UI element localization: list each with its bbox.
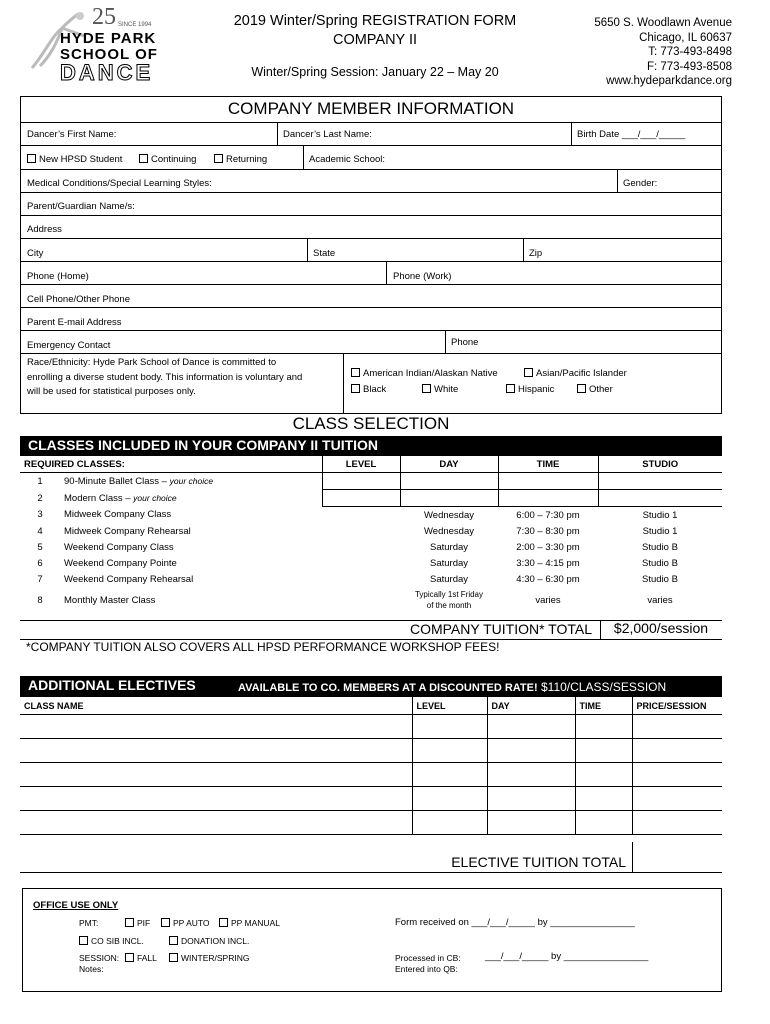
co-sib-checkbox[interactable] (79, 936, 144, 946)
cell-row (21, 284, 721, 307)
elective-level-cell[interactable] (412, 739, 487, 763)
header-time: TIME (498, 456, 598, 473)
row-number: 1 (37, 475, 43, 487)
continuing-label: Continuing (151, 154, 197, 165)
session-label: SESSION: (79, 953, 120, 963)
returning-label: Returning (226, 154, 268, 165)
checkbox-icon (125, 953, 134, 962)
class-day-line1: Typically 1st Friday (414, 590, 484, 599)
elective-level-cell[interactable] (412, 787, 487, 811)
donation-label: DONATION INCL. (181, 936, 250, 946)
class-day: Wednesday (424, 509, 474, 521)
class-time[interactable] (498, 473, 598, 490)
header-required: REQUIRED CLASSES: (20, 456, 322, 473)
ethnicity-note-line3: will be used for statistical purposes only. (27, 386, 196, 397)
new-student-checkbox[interactable] (27, 154, 122, 165)
form-received-line: Form received on ___/___/_____ by ________________ (395, 917, 635, 928)
electives-discount (238, 680, 666, 694)
elective-day-cell[interactable] (487, 715, 575, 739)
notes-label: Notes: (79, 964, 104, 974)
checkbox-icon (79, 936, 88, 945)
class-name (60, 555, 322, 571)
class-studio: Studio 1 (642, 525, 678, 537)
member-info-section (20, 96, 722, 414)
form-title (190, 12, 560, 50)
class-studio: Studio B (642, 557, 678, 569)
company-total-row (20, 620, 722, 640)
first-name-field[interactable]: Dancer’s First Name: (27, 129, 117, 140)
class-time: 6:00 – 7:30 pm (516, 509, 580, 521)
state-field[interactable]: State (313, 248, 336, 259)
entered-label: Entered into QB: (395, 964, 458, 974)
ethnicity-note-line1: Race/Ethnicity: Hyde Park School of Dance is committed to (27, 357, 277, 368)
elective-time-cell[interactable] (575, 763, 632, 787)
elec-header-class: CLASS NAME (20, 697, 412, 715)
class-level (322, 507, 400, 524)
elective-level-cell[interactable] (412, 811, 487, 835)
logo-dance: DANCE (60, 60, 154, 85)
elective-price-cell[interactable] (632, 787, 722, 811)
elec-header-time: TIME (575, 697, 632, 715)
class-level[interactable] (322, 473, 400, 490)
class-name: Monthly Master Class (64, 594, 156, 606)
address-city: Chicago, IL 60637 (639, 31, 732, 44)
class-day: Wednesday (424, 525, 474, 537)
company-total-label: COMPANY TUITION* TOTAL (409, 621, 592, 637)
address-field[interactable]: Address (27, 224, 62, 235)
class-name (60, 571, 322, 587)
row-number: 4 (37, 525, 43, 537)
name-row (21, 122, 721, 145)
gender-field[interactable]: Gender: (623, 178, 658, 189)
elec-header-day: DAY (487, 697, 575, 715)
checkbox-icon (524, 368, 533, 377)
elective-level-cell[interactable] (412, 763, 487, 787)
elective-day-cell[interactable] (487, 739, 575, 763)
elective-row (20, 763, 722, 787)
included-classes-bar: CLASSES INCLUDED IN YOUR COMPANY II TUITION (20, 436, 722, 455)
class-day: Saturday (429, 573, 469, 585)
elective-day-cell[interactable] (487, 763, 575, 787)
electives-discount-text: AVAILABLE TO CO. MEMBERS AT A DISCOUNTED RATE! (238, 682, 538, 694)
class-name (60, 490, 322, 507)
class-studio: Studio B (642, 541, 678, 553)
address-row (21, 215, 721, 238)
class-time: 2:00 – 3:30 pm (516, 541, 580, 553)
pif-label: PIF (137, 918, 151, 928)
elective-time-cell[interactable] (575, 811, 632, 835)
checkbox-icon (214, 154, 223, 163)
row-number: 8 (37, 594, 43, 606)
class-day[interactable] (400, 473, 498, 490)
table-row (20, 539, 722, 555)
pp-auto-label: PP AUTO (173, 918, 210, 928)
class-time[interactable] (498, 490, 598, 507)
emergency-row (21, 330, 721, 353)
address-fax: F: 773-493-8508 (646, 60, 732, 73)
row-number: 6 (37, 557, 43, 569)
checkbox-icon (422, 384, 431, 393)
electives-header-row (20, 697, 722, 715)
elective-time-cell[interactable] (575, 739, 632, 763)
class-name-text: Weekend Company Pointe (64, 557, 177, 569)
medical-row (21, 169, 721, 192)
checkbox-icon (219, 918, 228, 927)
form-title-line2: COMPANY II (332, 32, 418, 48)
ethnicity-ai-checkbox[interactable] (351, 368, 498, 379)
checkbox-icon (169, 936, 178, 945)
class-day-line2: of the month (426, 601, 472, 610)
office-use-section (22, 888, 722, 992)
pp-manual-label: PP MANUAL (231, 918, 280, 928)
address-street: 5650 S. Woodlawn Avenue (594, 17, 732, 29)
class-note: your choice (133, 492, 177, 503)
class-studio[interactable] (598, 473, 722, 490)
email-row (21, 307, 721, 330)
email-field[interactable]: Parent E-mail Address (27, 317, 122, 328)
elective-total-label: ELECTIVE TUITION TOTAL (451, 854, 626, 870)
returning-checkbox[interactable] (214, 154, 267, 165)
tuition-note: *COMPANY TUITION ALSO COVERS ALL HPSD PERFORMANCE WORKSHOP FEES! (26, 640, 500, 654)
class-day: Saturday (429, 557, 469, 569)
header-studio: STUDIO (598, 456, 722, 473)
ethnicity-hispanic-label: Hispanic (518, 384, 555, 395)
elective-price-cell[interactable] (632, 739, 722, 763)
emergency-phone-field[interactable]: Phone (451, 337, 479, 348)
class-time: 3:30 – 4:15 pm (516, 557, 580, 569)
class-level (322, 571, 400, 587)
class-level (322, 523, 400, 539)
class-day[interactable] (400, 490, 498, 507)
elective-time-cell[interactable] (575, 787, 632, 811)
phone-home-field[interactable]: Phone (Home) (27, 271, 89, 282)
checkbox-icon (506, 384, 515, 393)
elective-class-cell[interactable] (20, 715, 412, 739)
elective-row (20, 787, 722, 811)
logo-hyde-park: HYDE PARK (60, 30, 157, 47)
ethnicity-asian-checkbox[interactable] (524, 368, 627, 379)
elective-row (20, 715, 722, 739)
ethnicity-black-checkbox[interactable] (351, 384, 386, 395)
class-studio: Studio 1 (642, 509, 678, 521)
ethnicity-asian-label: Asian/Pacific Islander (536, 368, 627, 379)
elective-day-cell[interactable] (487, 811, 575, 835)
class-name-text: 90-Minute Ballet Class – (64, 475, 170, 487)
elective-class-cell[interactable] (20, 787, 412, 811)
ethnicity-row (21, 353, 721, 414)
elective-day-cell[interactable] (487, 787, 575, 811)
class-note: your choice (169, 475, 214, 486)
elective-class-cell[interactable] (20, 811, 412, 835)
class-level (322, 539, 400, 555)
table-row (20, 555, 722, 571)
pmt-label: PMT: (79, 918, 99, 928)
status-row (21, 145, 721, 169)
class-time: varies (535, 594, 561, 606)
session-dates: Winter/Spring Session: January 22 – May 20 (251, 65, 499, 79)
logo-since: SINCE 1994 (118, 22, 152, 28)
checkbox-icon (351, 384, 360, 393)
table-row (20, 571, 722, 587)
table-row (20, 490, 722, 507)
class-time: 7:30 – 8:30 pm (516, 525, 580, 537)
elective-price-cell[interactable] (632, 715, 722, 739)
class-name (60, 473, 322, 490)
processed-line: ___/___/_____ by ________________ (485, 951, 649, 962)
table-row (20, 587, 722, 613)
header-level: LEVEL (322, 456, 400, 473)
new-student-label: New HPSD Student (39, 154, 123, 165)
ethnicity-note (27, 356, 302, 400)
office-use-title: OFFICE USE ONLY (33, 900, 119, 911)
elective-row (20, 811, 722, 835)
elec-header-price: PRICE/SESSION (632, 697, 722, 715)
row-number: 5 (37, 541, 43, 553)
elective-class-cell[interactable] (20, 763, 412, 787)
address-phone: T: 773-493-8498 (648, 46, 732, 58)
table-row (20, 473, 722, 490)
class-studio: varies (647, 594, 673, 606)
phone-work-field[interactable]: Phone (Work) (393, 271, 452, 282)
class-name-text: Weekend Company Rehearsal (64, 573, 194, 585)
logo-school-of: SCHOOL OF (60, 46, 158, 63)
company-total-value: $2,000/session (600, 620, 721, 639)
table-row (20, 507, 722, 524)
elective-total-value[interactable] (632, 842, 722, 872)
medical-field[interactable]: Medical Conditions/Special Learning Styles: (27, 178, 212, 189)
elective-price-cell[interactable] (632, 763, 722, 787)
elective-time-cell[interactable] (575, 715, 632, 739)
phone-row (21, 261, 721, 284)
elective-row (20, 739, 722, 763)
ethnicity-hispanic-checkbox[interactable] (506, 384, 554, 395)
checkbox-icon (27, 154, 36, 163)
pp-manual-checkbox[interactable] (219, 918, 280, 928)
member-info-title: COMPANY MEMBER INFORMATION (227, 99, 515, 118)
electives-title: ADDITIONAL ELECTIVES (28, 677, 196, 693)
winter-checkbox[interactable] (169, 953, 249, 963)
checkbox-icon (161, 918, 170, 927)
class-level (322, 555, 400, 571)
row-number: 7 (37, 573, 43, 585)
cell-phone-field[interactable]: Cell Phone/Other Phone (27, 294, 130, 305)
class-name (60, 523, 322, 539)
logo-25: 25 (92, 4, 116, 30)
checkbox-icon (351, 368, 360, 377)
table-row (20, 523, 722, 539)
parent-row (21, 192, 721, 215)
school-logo (22, 6, 172, 86)
required-classes-table (20, 455, 722, 613)
class-day (400, 587, 498, 613)
last-name-field[interactable]: Dancer’s Last Name: (283, 129, 372, 140)
ethnicity-note-line2: enrolling a diverse student body. This information is voluntary and (27, 371, 303, 383)
form-title-line1: 2019 Winter/Spring REGISTRATION FORM (233, 13, 517, 29)
electives-table (20, 696, 722, 835)
class-name (60, 507, 322, 524)
fall-label: FALL (137, 953, 157, 963)
class-name (60, 539, 322, 555)
class-name-text: Modern Class – (64, 492, 134, 504)
class-name-text: Midweek Company Class (64, 509, 172, 521)
co-sib-label: CO SIB INCL. (91, 936, 144, 946)
electives-bar (20, 676, 722, 696)
ethnicity-other-checkbox[interactable] (577, 384, 613, 395)
class-day: Saturday (429, 541, 469, 553)
class-time: 4:30 – 6:30 pm (516, 573, 580, 585)
elective-level-cell[interactable] (412, 715, 487, 739)
class-studio[interactable] (598, 490, 722, 507)
checkbox-icon (577, 384, 586, 393)
city-row (21, 238, 721, 261)
class-studio: Studio B (642, 573, 678, 585)
academic-school-field[interactable]: Academic School: (309, 154, 386, 165)
ethnicity-ai-label: American Indian/Alaskan Native (363, 368, 498, 379)
school-address (594, 16, 732, 89)
row-number: 3 (37, 509, 43, 521)
elective-class-cell[interactable] (20, 739, 412, 763)
pif-checkbox[interactable] (125, 918, 150, 928)
row-number: 2 (37, 492, 43, 504)
class-name-text: Weekend Company Class (64, 541, 174, 553)
emergency-contact-field[interactable]: Emergency Contact (27, 340, 111, 351)
ethnicity-black-label: Black (363, 384, 387, 395)
elective-total-row (20, 842, 722, 873)
header-day: DAY (400, 456, 498, 473)
pp-auto-checkbox[interactable] (161, 918, 210, 928)
checkbox-icon (139, 154, 148, 163)
electives-rate: $110/CLASS/SESSION (537, 680, 667, 694)
checkbox-icon (125, 918, 134, 927)
checkbox-icon (169, 953, 178, 962)
ethnicity-other-label: Other (589, 384, 613, 395)
winter-label: WINTER/SPRING (181, 953, 250, 963)
processed-label: Processed in CB: (395, 953, 461, 963)
continuing-checkbox[interactable] (139, 154, 196, 165)
parent-name-field[interactable]: Parent/Guardian Name/s: (27, 201, 135, 212)
class-name-text: Midweek Company Rehearsal (64, 525, 191, 537)
table-header-row (20, 456, 722, 473)
elec-header-level: LEVEL (412, 697, 487, 715)
fall-checkbox[interactable] (125, 953, 157, 963)
class-level[interactable] (322, 490, 400, 507)
birth-date-field[interactable]: Birth Date ___/___/_____ (577, 129, 686, 140)
elective-price-cell[interactable] (632, 811, 722, 835)
class-selection-title: CLASS SELECTION (292, 414, 450, 433)
donation-checkbox[interactable] (169, 936, 249, 946)
city-field[interactable]: City (27, 248, 44, 259)
ethnicity-white-checkbox[interactable] (422, 384, 458, 395)
address-website: www.hydeparkdance.org (606, 75, 732, 87)
zip-field[interactable]: Zip (529, 248, 543, 259)
ethnicity-white-label: White (434, 384, 459, 395)
